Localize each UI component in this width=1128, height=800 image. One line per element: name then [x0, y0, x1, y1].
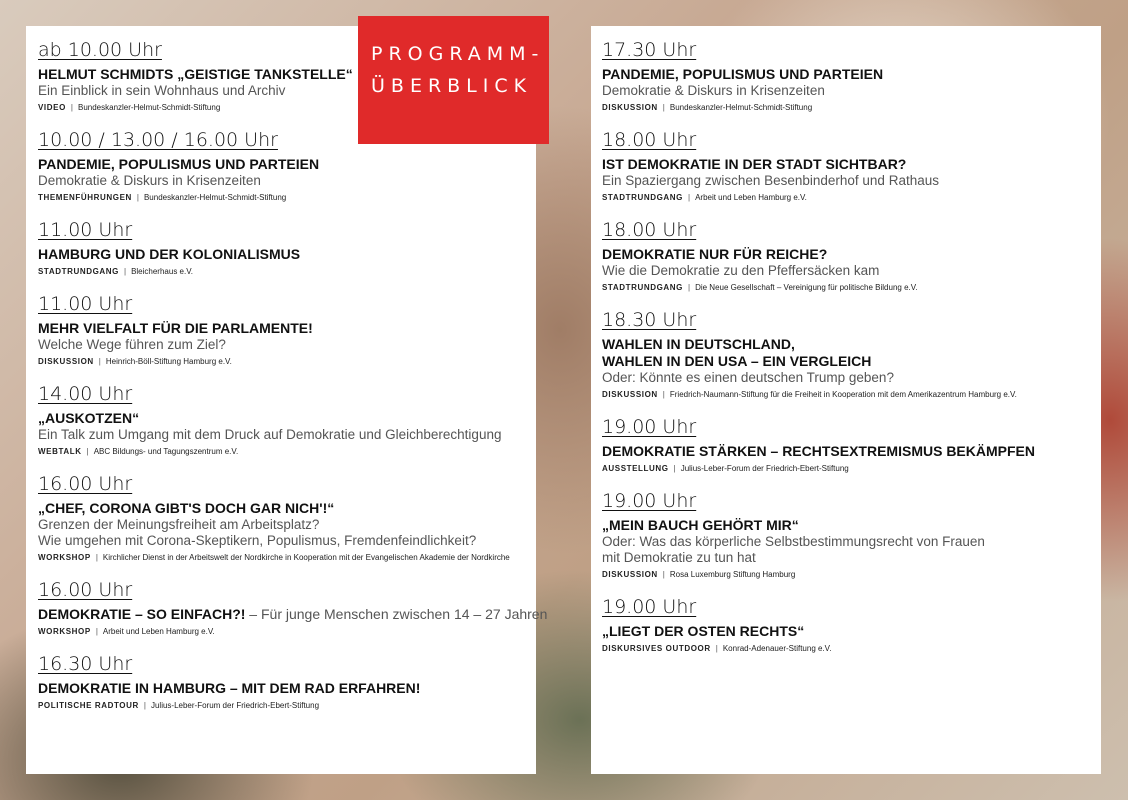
- separator: |: [98, 357, 101, 366]
- event-category: STADTRUNDGANG: [602, 283, 683, 292]
- event-meta: [38, 356, 536, 368]
- event-meta: [38, 552, 536, 564]
- event-time: 19.00 Uhr: [602, 416, 697, 438]
- event-category: DISKUSSION: [602, 570, 658, 579]
- event-organizer: Kirchlicher Dienst in der Arbeitswelt der Nordkirche in Kooperation mit der Evangelischen Akademie der Nordkirche: [102, 553, 510, 562]
- event-category: DISKUSSION: [602, 390, 658, 399]
- event-meta: [38, 446, 536, 458]
- event-meta: [38, 626, 536, 638]
- event-organizer: Bundeskanzler-Helmut-Schmidt-Stiftung: [669, 103, 813, 112]
- event-category: WORKSHOP: [38, 553, 91, 562]
- event-category: DISKUSSION: [602, 103, 658, 112]
- event-subtitle: Oder: Was das körperliche Selbstbestimmungsrecht von Frauen: [602, 534, 985, 549]
- event-meta: [602, 102, 1101, 114]
- event-time: 11.00 Uhr: [38, 219, 133, 241]
- event-time: 18.00 Uhr: [602, 219, 697, 241]
- separator: |: [95, 627, 98, 636]
- separator: |: [70, 103, 73, 112]
- event-subtitle: Wie die Demokratie zu den Pfeffersäcken kam: [602, 263, 880, 278]
- event-organizer: Arbeit und Leben Hamburg e.V.: [695, 193, 807, 202]
- event-item: [38, 578, 548, 638]
- event-time: 19.00 Uhr: [602, 490, 697, 512]
- event-title: „AUSKOTZEN“: [38, 410, 140, 426]
- event-time: 17.30 Uhr: [602, 39, 697, 61]
- event-item: [38, 652, 536, 712]
- event-organizer: Julius-Leber-Forum der Friedrich-Ebert-Stiftung: [680, 464, 849, 473]
- event-time: 10.00 / 13.00 / 16.00 Uhr: [38, 129, 278, 151]
- event-organizer: Konrad-Adenauer-Stiftung e.V.: [722, 644, 832, 653]
- event-meta: [602, 192, 1101, 204]
- event-time: 18.00 Uhr: [602, 129, 697, 151]
- event-time: ab 10.00 Uhr: [38, 39, 162, 61]
- event-time: 16.00 Uhr: [38, 473, 133, 495]
- event-organizer: Arbeit und Leben Hamburg e.V.: [102, 627, 215, 636]
- event-category: POLITISCHE RADTOUR: [38, 701, 139, 710]
- event-title-main: DEMOKRATIE – SO EINFACH?!: [38, 606, 246, 622]
- event-time: 16.00 Uhr: [38, 579, 133, 601]
- event-title: [38, 606, 548, 623]
- event-category: DISKURSIVES OUTDOOR: [602, 644, 711, 653]
- event-subtitle: Demokratie & Diskurs in Krisenzeiten: [38, 173, 261, 188]
- event-organizer: ABC Bildungs- und Tagungszentrum e.V.: [93, 447, 239, 456]
- event-category: VIDEO: [38, 103, 66, 112]
- event-item: [38, 382, 536, 458]
- title-line-1: PROGRAMM-: [371, 43, 545, 65]
- event-time: 14.00 Uhr: [38, 383, 133, 405]
- event-item: [602, 218, 1101, 294]
- event-meta: [602, 643, 1101, 655]
- event-category: WEBTALK: [38, 447, 82, 456]
- separator: |: [687, 193, 691, 202]
- event-organizer: Heinrich-Böll-Stiftung Hamburg e.V.: [105, 357, 232, 366]
- event-item: [602, 415, 1101, 475]
- event-title-suffix: – Für junge Menschen zwischen 14 – 27 Jahren: [245, 606, 548, 622]
- separator: |: [123, 267, 127, 276]
- event-meta: [38, 266, 536, 278]
- event-title: HELMUT SCHMIDTS „GEISTIGE TANKSTELLE“: [38, 66, 353, 82]
- event-title: PANDEMIE, POPULISMUS UND PARTEIEN: [38, 156, 320, 172]
- separator: |: [95, 553, 98, 562]
- event-category: STADTRUNDGANG: [602, 193, 683, 202]
- event-meta: [602, 463, 1101, 475]
- event-subtitle-line2: Wie umgehen mit Corona-Skeptikern, Populismus, Fremdenfeindlichkeit?: [38, 533, 477, 548]
- event-item: [602, 128, 1101, 204]
- event-item: [38, 472, 536, 564]
- event-organizer: Die Neue Gesellschaft – Vereinigung für politische Bildung e.V.: [695, 283, 918, 292]
- separator: |: [673, 464, 676, 473]
- event-organizer: Julius-Leber-Forum der Friedrich-Ebert-Stiftung: [150, 701, 320, 710]
- event-time: 19.00 Uhr: [602, 596, 697, 618]
- event-subtitle: Oder: Könnte es einen deutschen Trump geben?: [602, 370, 894, 385]
- event-category: THEMENFÜHRUNGEN: [38, 193, 132, 202]
- separator: |: [687, 283, 691, 292]
- separator: |: [662, 103, 665, 112]
- event-subtitle: Ein Spaziergang zwischen Besenbinderhof und Rathaus: [602, 173, 939, 188]
- event-title: „CHEF, CORONA GIBT'S DOCH GAR NICH'!“: [38, 500, 335, 516]
- event-title: IST DEMOKRATIE IN DER STADT SICHTBAR?: [602, 156, 907, 172]
- event-subtitle-line2: mit Demokratie zu tun hat: [602, 550, 756, 565]
- event-subtitle: Ein Einblick in sein Wohnhaus und Archiv: [38, 83, 286, 98]
- event-title: MEHR VIELFALT FÜR DIE PARLAMENTE!: [38, 320, 313, 336]
- event-meta: [38, 700, 536, 712]
- event-organizer: Bundeskanzler-Helmut-Schmidt-Stiftung: [143, 193, 287, 202]
- event-title: „MEIN BAUCH GEHÖRT MIR“: [602, 517, 799, 533]
- event-category: DISKUSSION: [38, 357, 94, 366]
- event-meta: [602, 569, 1101, 581]
- title-line-2: ÜBERBLICK: [371, 75, 533, 97]
- event-category: STADTRUNDGANG: [38, 267, 119, 276]
- event-category: AUSSTELLUNG: [602, 464, 669, 473]
- program-column-right: [591, 26, 1101, 774]
- event-time: 11.00 Uhr: [38, 293, 133, 315]
- event-item: [602, 38, 1101, 114]
- event-time: 18.30 Uhr: [602, 309, 697, 331]
- separator: |: [143, 701, 146, 710]
- program-overview-title: [358, 16, 549, 144]
- separator: |: [136, 193, 139, 202]
- event-subtitle: Grenzen der Meinungsfreiheit am Arbeitsplatz?: [38, 517, 320, 532]
- event-item: [602, 489, 1101, 581]
- separator: |: [662, 570, 665, 579]
- event-organizer: Bundeskanzler-Helmut-Schmidt-Stiftung: [77, 103, 221, 112]
- event-title: DEMOKRATIE STÄRKEN – RECHTSEXTREMISMUS BEKÄMPFEN: [602, 443, 1035, 459]
- event-subtitle: Demokratie & Diskurs in Krisenzeiten: [602, 83, 825, 98]
- event-organizer: Friedrich-Naumann-Stiftung für die Freiheit in Kooperation mit dem Amerikazentrum Hamburg e.V.: [669, 390, 1017, 399]
- event-item: [602, 595, 1101, 655]
- event-title: DEMOKRATIE NUR FÜR REICHE?: [602, 246, 828, 262]
- event-item: [602, 308, 1101, 401]
- event-subtitle: Ein Talk zum Umgang mit dem Druck auf Demokratie und Gleichberechtigung: [38, 427, 502, 442]
- separator: |: [715, 644, 718, 653]
- event-organizer: Bleicherhaus e.V.: [131, 267, 194, 276]
- event-meta: [602, 389, 1101, 401]
- event-item: [38, 292, 536, 368]
- event-title: DEMOKRATIE IN HAMBURG – MIT DEM RAD ERFAHREN!: [38, 680, 421, 696]
- event-time: 16.30 Uhr: [38, 653, 133, 675]
- event-subtitle: Welche Wege führen zum Ziel?: [38, 337, 226, 352]
- event-meta: [38, 192, 536, 204]
- separator: |: [86, 447, 89, 456]
- event-item: [38, 218, 536, 278]
- separator: |: [662, 390, 665, 399]
- event-organizer: Rosa Luxemburg Stiftung Hamburg: [669, 570, 796, 579]
- event-title: „LIEGT DER OSTEN RECHTS“: [602, 623, 805, 639]
- event-title: PANDEMIE, POPULISMUS UND PARTEIEN: [602, 66, 884, 82]
- event-category: WORKSHOP: [38, 627, 91, 636]
- event-title: WAHLEN IN DEUTSCHLAND,: [602, 336, 795, 352]
- event-title: HAMBURG UND DER KOLONIALISMUS: [38, 246, 301, 262]
- event-title-line2: WAHLEN IN DEN USA – EIN VERGLEICH: [602, 353, 872, 369]
- event-meta: [602, 282, 1101, 294]
